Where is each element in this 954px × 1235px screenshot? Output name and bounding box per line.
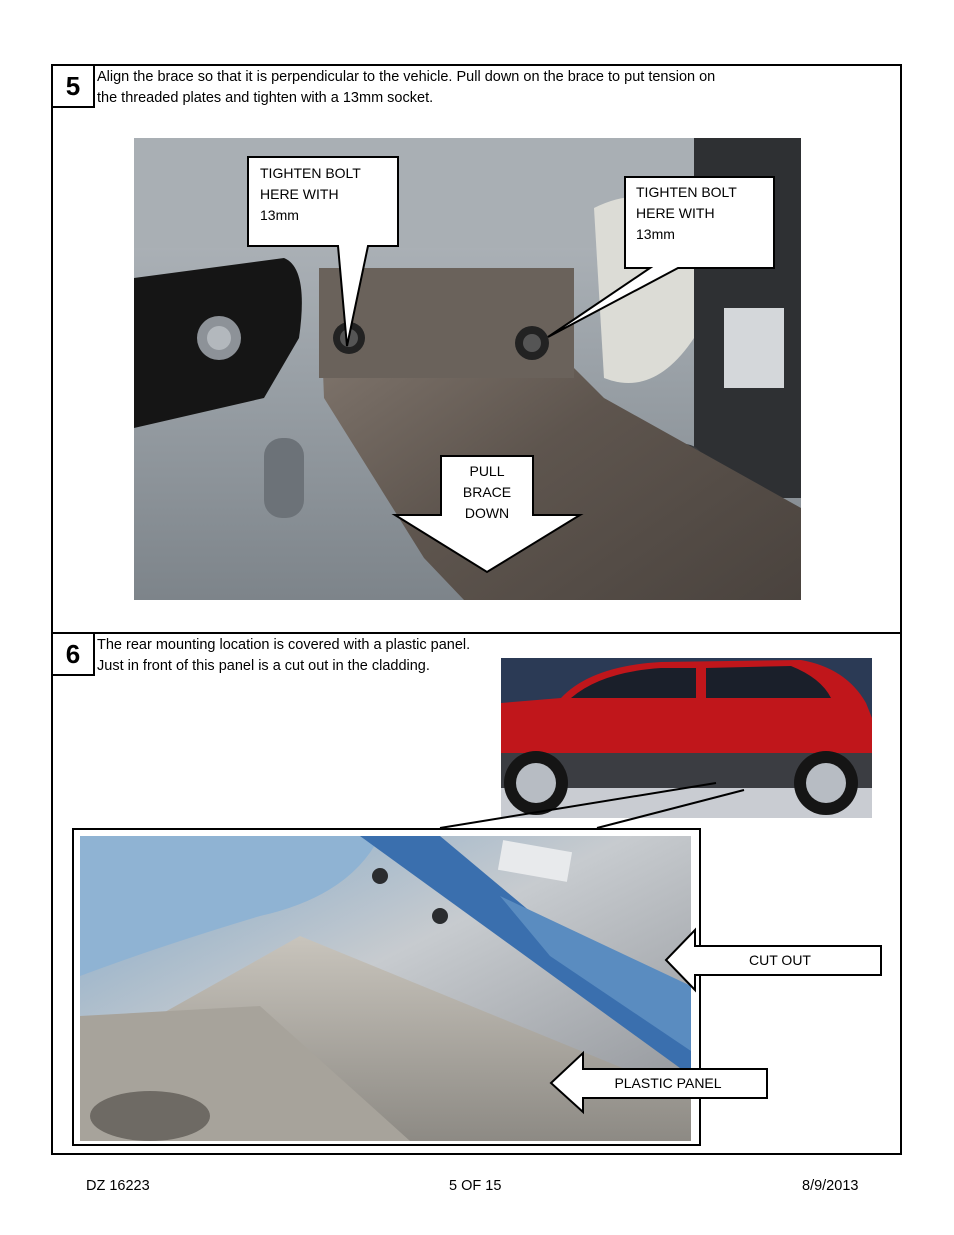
step-number: 5: [53, 66, 95, 108]
step-instruction: Align the brace so that it is perpendicular to the vehicle. Pull down on the brace to put tension on the threaded plates and tighten with a 13mm socket.: [97, 69, 716, 106]
footer-page-number: 5 OF 15: [449, 1178, 502, 1194]
callout-bolt-left: TIGHTEN BOLT HERE WITH 13mm: [260, 165, 361, 223]
step-instruction: The rear mounting location is covered with a plastic panel. Just in front of this panel is a cut out in the cladding.: [97, 637, 471, 674]
callout-cut-out: CUT OUT: [749, 952, 811, 968]
callout-pull-brace: PULL BRACE DOWN: [462, 463, 512, 521]
step-number: 6: [53, 634, 95, 676]
callout-plastic-panel: PLASTIC PANEL: [614, 1075, 722, 1091]
footer-date: 8/9/2013: [802, 1178, 859, 1194]
callout-bolt-right: TIGHTEN BOLT HERE WITH 13mm: [636, 184, 737, 242]
footer-doc-id: DZ 16223: [86, 1178, 150, 1194]
